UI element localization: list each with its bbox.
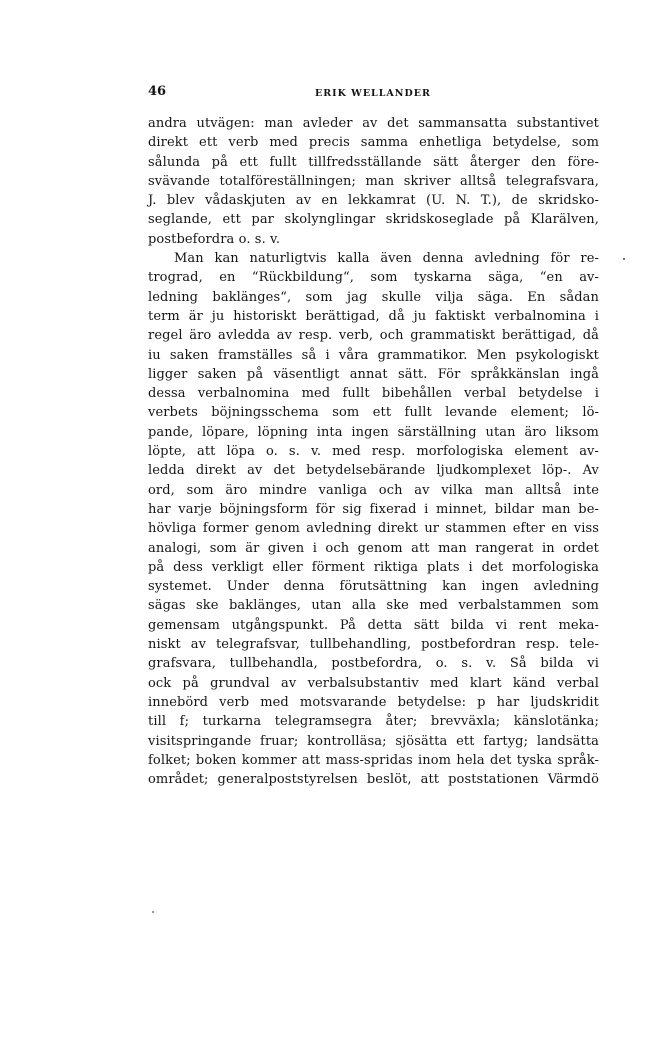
text-line: ligger saken på väsentligt annat sätt. För språkkänslan ingå [148, 366, 599, 382]
text-line: niskt av telegrafsvar, tullbehandling, postbefordran resp. tele- [148, 637, 599, 653]
text-line: analogi, som är given i och genom att man rangerat in ordet [148, 540, 599, 556]
text-line: Man kan naturligtvis kalla även denna avledning för re- [174, 251, 599, 267]
text-line: gemensam utgångspunkt. På detta sätt bilda vi rent meka- [148, 617, 599, 633]
text-line: ord, som äro mindre vanliga och av vilka man alltså inte [148, 482, 599, 498]
text-line: ock på grundval av verbalsubstantiv med klart känd verbal [148, 675, 599, 691]
running-head: ERIK WELLANDER [315, 88, 431, 99]
text-line: innebörd verb med motsvarande betydelse: p har ljudskridit [148, 694, 599, 710]
text-line: dessa verbalnomina med fullt bibehållen verbal betydelse i [148, 386, 599, 402]
text-line: postbefordra o. s. v. [148, 231, 281, 247]
text-line: ledning baklänges“, som jag skulle vilja säga. En sådan [148, 289, 599, 305]
text-line: sålunda på ett fullt tillfredsställande sätt återger den före- [148, 154, 599, 170]
text-line: hövliga former genom avledning direkt ur stammen efter en viss [148, 521, 599, 537]
margin-mark [623, 258, 625, 260]
text-line: grafsvara, tullbehandla, postbefordra, o. s. v. Så bilda vi [148, 656, 599, 672]
text-line: pande, löpare, löpning inta ingen särställning utan äro liksom [148, 424, 599, 440]
text-line: området; generalpoststyrelsen beslöt, att poststationen Värmdö [148, 772, 599, 788]
text-line: löpte, att löpa o. s. v. med resp. morfologiska element av- [148, 444, 599, 460]
text-line: folket; boken kommer att mass-spridas inom hela det tyska språk- [148, 752, 599, 768]
text-line: visitspringande fruar; kontrolläsa; sjösätta ett fartyg; landsätta [148, 733, 599, 749]
body-text [148, 114, 599, 789]
text-line: iu saken framställes så i våra grammatikor. Men psykologiskt [148, 347, 599, 363]
text-line: seglande, ett par skolynglingar skridskoseglade på Klarälven, [148, 212, 599, 228]
text-line: regel äro avledda av resp. verb, och grammatiskt berättigad, då [148, 328, 599, 344]
text-line: svävande totalföreställningen; man skriver alltså telegrafsvara, [148, 173, 599, 189]
text-line: sägas ske baklänges, utan alla ske med verbalstammen som [148, 598, 599, 614]
text-line: på dess verkligt eller förment riktiga plats i det morfologiska [148, 559, 599, 575]
page-number: 46 [148, 84, 167, 99]
text-line: trograd, en “Rückbildung“, som tyskarna säga, “en av- [148, 270, 599, 286]
text-line: till f; turkarna telegramsegra åter; brevväxla; känslotänka; [148, 714, 599, 730]
text-line: J. blev vådaskjuten av en lekkamrat (U. N. T.), de skridsko- [148, 193, 599, 209]
text-line: andra utvägen: man avleder av det sammansatta substantivet [148, 116, 599, 131]
text-line: direkt ett verb med precis samma enhetliga betydelse, som [148, 135, 599, 151]
text-line: systemet. Under denna förutsättning kan ingen avledning [148, 579, 599, 595]
paper-speck [152, 911, 154, 913]
text-line: term är ju historiskt berättigad, då ju faktiskt verbalnomina i [148, 308, 599, 324]
text-line: verbets böjningsschema som ett fullt levande element; lö- [148, 405, 599, 421]
text-line: har varje böjningsform för sig fixerad i minnet, bildar man be- [148, 501, 599, 517]
text-line: ledda direkt av det betydelsebärande ljudkomplexet löp-. Av [148, 463, 599, 479]
